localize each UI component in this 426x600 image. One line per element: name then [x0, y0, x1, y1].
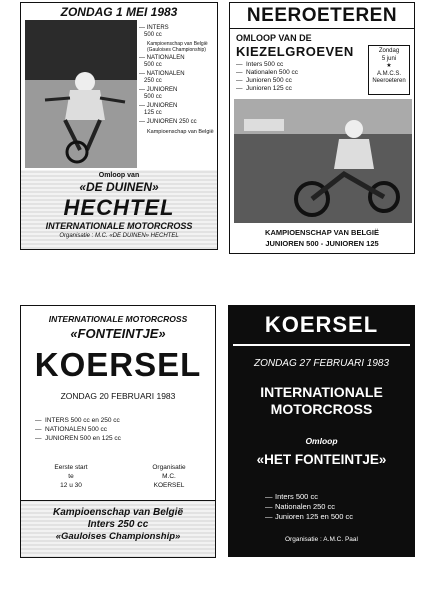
- p4-class-list: [265, 492, 410, 522]
- p1-class-item: Kampioenschap van België (Gauloises Championship): [147, 41, 208, 53]
- p2-class-item: — Nationalen 500 cc: [236, 69, 366, 77]
- p4-divider: [233, 344, 410, 346]
- poster-hechtel: [20, 2, 218, 250]
- p2-date-date: 5 juni: [381, 55, 397, 62]
- p2-date-day: Zondag: [378, 48, 400, 54]
- p1-class-item: — NATIONALEN 250 cc: [139, 71, 185, 84]
- p1-omloop: Omloop van: [98, 172, 140, 179]
- p1-class-item: — NATIONALEN 500 cc: [139, 55, 185, 68]
- p1-footer-panel: [21, 170, 217, 249]
- rider-jump-illustration: [25, 20, 137, 168]
- p2-class-list: [236, 61, 366, 93]
- p4-omloop: Omloop: [305, 436, 338, 446]
- p3-town: KOERSEL: [34, 346, 202, 383]
- rider-track-illustration: [234, 99, 412, 223]
- p3-class-item: — INTERS 500 cc en 250 cc: [35, 416, 205, 425]
- p4-event-line1: INTERNATIONALE: [260, 384, 383, 400]
- p1-class-list: [139, 25, 217, 136]
- p4-class-item: — Inters 500 cc: [265, 492, 410, 502]
- p3-org-town: KOERSEL: [153, 482, 185, 489]
- poster-koersel-het-fonteintje: [228, 305, 415, 557]
- p1-motorcycle-photo: [25, 20, 137, 168]
- p3-start-label: Eerste start: [54, 464, 88, 471]
- p2-class-item: — Inters 500 cc: [236, 61, 366, 69]
- p1-class-item: — JUNIOREN 125 cc: [139, 103, 178, 116]
- p2-championship: KAMPIOENSCHAP VAN BELGIË: [265, 228, 379, 237]
- p4-town: KOERSEL: [264, 312, 379, 337]
- p3-championship: Kampioenschap van België: [52, 507, 184, 518]
- poster-neeroeteren: [229, 2, 415, 254]
- p3-org-name: M.C.: [162, 473, 176, 480]
- p2-circuit: KIEZELGROEVEN: [236, 44, 354, 59]
- p1-championship: Kampioenschap van België: [147, 129, 214, 135]
- p3-class-item: — NATIONALEN 500 cc: [35, 425, 205, 434]
- poster-koersel-fonteintje: [20, 305, 216, 558]
- p4-circuit: «HET FONTEINTJE»: [256, 452, 387, 467]
- p2-date-box: [368, 45, 410, 95]
- p2-town: NEEROETEREN: [230, 4, 414, 29]
- p3-org-info: [139, 463, 199, 490]
- p1-class-item: — JUNIOREN 500 cc: [139, 87, 178, 100]
- p1-class-item: — JUNIOREN 250 cc: [139, 119, 197, 125]
- p2-omloop: OMLOOP VAN DE: [236, 33, 312, 43]
- p1-event: INTERNATIONALE MOTORCROSS: [45, 221, 193, 231]
- p3-class-item: — JUNIOREN 500 en 125 cc: [35, 434, 205, 443]
- p4-organisation: Organisatie : A.M.C. Paal: [285, 536, 358, 543]
- p4-date: ZONDAG 27 FEBRUARI 1983: [253, 358, 390, 369]
- p1-town: HECHTEL: [63, 195, 175, 220]
- p3-circuit: «FONTEINTJE»: [70, 326, 166, 341]
- p3-championship-sponsor: «Gauloises Championship»: [55, 531, 181, 542]
- p1-circuit: «DE DUINEN»: [79, 180, 159, 194]
- p4-class-item: — Nationalen 250 cc: [265, 502, 410, 512]
- p3-event: INTERNATIONALE MOTORCROSS: [48, 314, 188, 324]
- p3-class-list: [35, 416, 205, 443]
- p1-date: ZONDAG 1 MEI 1983: [60, 5, 178, 19]
- p2-class-item: — Junioren 500 cc: [236, 77, 366, 85]
- p2-date-club: A.M.C.S.: [376, 70, 401, 77]
- p3-start-info: [41, 463, 101, 490]
- p2-motorcycle-photo: [234, 99, 412, 223]
- p4-event-line2: MOTORCROSS: [270, 401, 373, 417]
- p3-org-label: Organisatie: [152, 464, 186, 471]
- p1-class-item: — INTERS 500 cc: [139, 25, 169, 38]
- p3-date: ZONDAG 20 FEBRUARI 1983: [60, 391, 176, 401]
- p3-start-te: te: [68, 473, 74, 480]
- p2-class-item: — Junioren 125 cc: [236, 85, 366, 93]
- p3-start-time: 12 u 30: [60, 482, 82, 489]
- p1-organisation: Organisatie : M.C. «DE DUINEN» HECHTEL: [59, 233, 179, 239]
- p3-championship-class: Inters 250 cc: [87, 519, 149, 530]
- p2-date-town: Neeroeteren: [372, 78, 406, 84]
- p2-championship-classes: JUNIOREN 500 - JUNIOREN 125: [265, 239, 379, 248]
- star-icon: ★: [386, 63, 392, 69]
- p4-class-item: — Junioren 125 en 500 cc: [265, 512, 410, 522]
- p3-footer-panel: [21, 500, 215, 558]
